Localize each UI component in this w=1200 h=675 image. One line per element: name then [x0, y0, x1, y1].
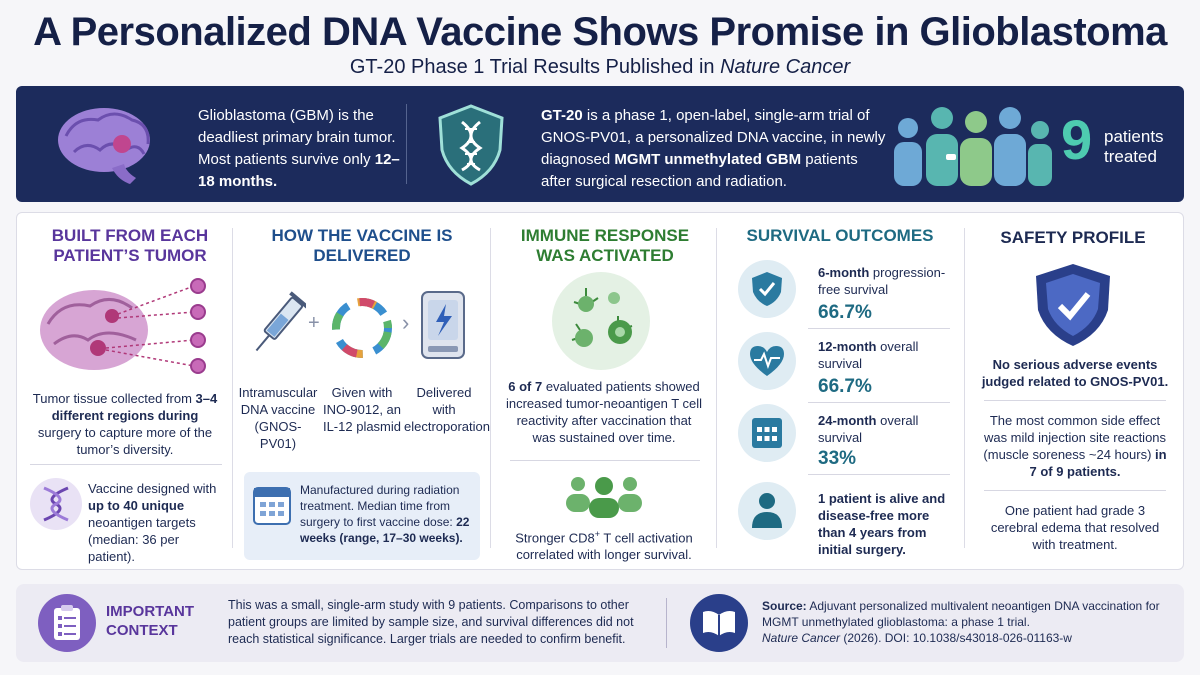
context-text: This was a small, single-arm study with 9 patients. Comparisons to other patient groups are limited by sample size, and survival differences did not reach statistical significance. Larger trials are needed to confirm benefit. [228, 598, 634, 646]
col3-heading: IMMUNE RESPONSE WAS ACTIVATED [520, 226, 690, 265]
trial-text-2: patients after surgical resection and radiation. [541, 151, 858, 190]
source-journal: Nature Cancer [762, 631, 841, 645]
subtitle-journal: Nature Cancer [720, 56, 851, 78]
person-icon [750, 490, 784, 530]
survival-value-1: 66.7% [818, 302, 872, 323]
cd8-text [504, 526, 704, 563]
survival-sep-2 [808, 402, 950, 403]
survival-label-2 [818, 338, 954, 372]
col-divider-1 [232, 228, 233, 548]
tumor-brain-icon [32, 278, 212, 378]
common-side-effect-text [980, 412, 1170, 480]
col5-heading: SAFETY PROFILE [1000, 228, 1146, 247]
col2-heading: HOW THE VACCINE IS DELIVERED [271, 226, 453, 265]
patients-label: patients treated [1104, 127, 1164, 166]
col-divider-2 [490, 228, 491, 548]
survival-label-3 [818, 412, 954, 446]
survival-label-1-bold: 6-month [818, 265, 870, 280]
gbm-survival: 12–18 months. [198, 151, 400, 190]
survival-label-2-rest: overall survival [818, 339, 919, 371]
survival-label-2-bold: 12-month [818, 339, 877, 354]
dna-icon [38, 484, 74, 524]
syringe-icon [248, 288, 306, 364]
patients-count: 9 [1061, 108, 1093, 171]
step3-label: Delivered with electroporation [404, 385, 490, 434]
clipboard-icon [52, 604, 82, 642]
response-bold: 6 of 7 [508, 379, 543, 394]
safety-shield-icon [1032, 262, 1114, 348]
col1-separator [30, 464, 222, 465]
col5-sep-1 [984, 400, 1166, 401]
manufacture-text-main: Manufactured during radiation treatment. Median time from surgery to first vaccine dose: [300, 483, 460, 529]
source-doi: (2026). DOI: 10.1038/s43018-026-01163-w [840, 631, 1072, 645]
alive-text: 1 patient is alive and disease-free more than 4 years from initial surgery. [818, 491, 946, 557]
people-group-icon [562, 474, 646, 518]
cd8-pre: Stronger CD8 [515, 530, 595, 546]
context-label: IMPORTANT CONTEXT [106, 603, 195, 639]
tissue-text-1: Tumor tissue collected from [32, 391, 196, 406]
footer-divider [666, 598, 667, 648]
cd8-sup: + [594, 529, 600, 539]
col5-sep-2 [984, 490, 1166, 491]
arrow-sign: › [402, 310, 410, 335]
col1-heading: BUILT FROM EACH PATIENT’S TUMOR [51, 226, 209, 265]
col4-heading: SURVIVAL OUTCOMES [746, 226, 934, 245]
response-text: evaluated patients showed increased tumor-neoantigen T cell reactivity after vaccination that was sustained over time. [505, 379, 703, 445]
col-divider-4 [964, 228, 965, 548]
tissue-collection-text [30, 390, 220, 458]
immune-response-text [504, 378, 704, 446]
manufacture-text [300, 482, 478, 546]
survival-label-3-rest: overall survival [818, 413, 919, 445]
source-label: Source: [762, 599, 807, 613]
col-divider-3 [716, 228, 717, 548]
survival-label-1-rest: progression-free survival [818, 265, 946, 297]
plasmid-ring-icon [328, 294, 396, 362]
intro-banner [16, 86, 1184, 202]
tissue-text-2: surgery to capture more of the tumor’s diversity. [37, 425, 213, 457]
subtitle-text: GT-20 Phase 1 Trial Results Published in [349, 56, 721, 78]
trial-name: GT-20 [541, 107, 583, 124]
survival-label-1 [818, 264, 954, 298]
dna-shield-icon [436, 104, 506, 186]
vaccine-text-2: neoantigen targets (median: 36 per patient). [88, 515, 196, 564]
brain-icon [52, 100, 164, 188]
gbm-text: Glioblastoma (GBM) is the deadliest primary brain tumor. Most patients survive only [198, 107, 396, 168]
manufacture-bold: 22 weeks (range, 17–30 weeks). [300, 515, 470, 545]
vaccine-targets-text [88, 480, 226, 565]
tissue-bold: 3–4 different regions during [51, 391, 218, 423]
survival-value-3: 33% [818, 448, 857, 469]
edema-text: One patient had grade 3 cerebral edema that resolved with treatment. [990, 503, 1160, 552]
step1-label: Intramuscular DNA vaccine (GNOS-PV01) [238, 385, 318, 451]
vaccine-bold: up to 40 unique [88, 498, 185, 513]
common-text: The most common side effect was mild injection site reactions (muscle soreness ~24 hours) [983, 413, 1167, 462]
gbm-description [198, 105, 408, 193]
step2-label: Given with INO-9012, an IL-12 plasmid [322, 385, 402, 434]
source-citation [762, 598, 1172, 646]
heart-pulse-icon [748, 344, 786, 378]
page-subtitle [0, 56, 1200, 79]
shield-check-icon [750, 270, 784, 308]
vaccine-text-1: Vaccine designed with [88, 481, 217, 496]
t-cell-icon [556, 276, 646, 366]
cd8-post: T cell activation correlated with longer survival. [516, 530, 693, 563]
survival-label-3-bold: 24-month [818, 413, 877, 428]
patients-group-icon [886, 96, 1056, 192]
survival-calendar-icon [750, 414, 784, 450]
survival-sep-1 [808, 328, 950, 329]
col3-separator [510, 460, 700, 461]
common-bold: in 7 of 9 patients. [1029, 447, 1167, 479]
electroporation-device-icon [418, 288, 468, 368]
trial-population: MGMT unmethylated GBM [614, 151, 802, 168]
plus-sign: + [308, 312, 320, 334]
survival-value-2: 66.7% [818, 376, 872, 397]
calendar-icon [252, 482, 292, 526]
banner-divider [406, 104, 407, 184]
book-icon [701, 609, 737, 637]
source-text: Adjuvant personalized multivalent neoantigen DNA vaccination for MGMT unmethylated glioblastoma: a phase 1 trial. [762, 599, 1160, 629]
no-ae-text: No serious adverse events judged related to GNOS-PV01. [981, 357, 1169, 389]
trial-text-1: is a phase 1, open-label, single-arm trial of GNOS-PV01, a personalized DNA vaccine, in newly diagnosed [541, 107, 886, 168]
trial-description [541, 105, 886, 193]
page-title: A Personalized DNA Vaccine Shows Promise in Glioblastoma [33, 10, 1167, 54]
survival-sep-3 [808, 474, 950, 475]
